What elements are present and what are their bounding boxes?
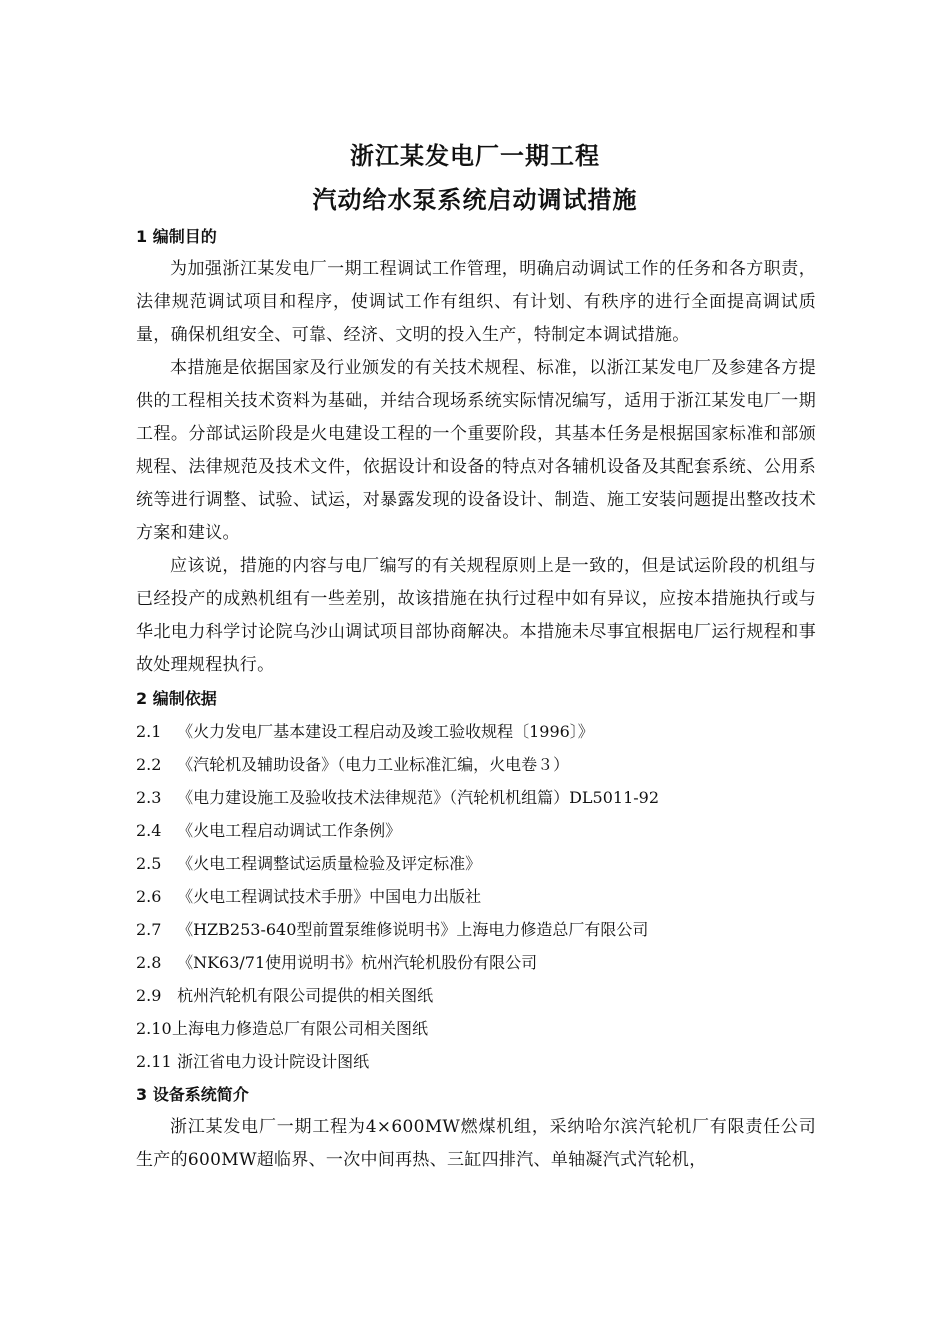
section-heading-2: 2 编制依据 [136, 689, 217, 708]
item-number: 2.6 [136, 887, 162, 906]
item-number: 2.9 [136, 986, 162, 1005]
list-item [136, 946, 816, 979]
item-text: 上海电力修造总厂有限公司相关图纸 [172, 1019, 429, 1038]
item-number: 2.4 [136, 821, 162, 840]
item-text: 《火电工程调整试运质量检验及评定标准》 [172, 854, 482, 873]
paragraph: 浙江某发电厂一期工程为4×600MW燃煤机组，采纳哈尔滨汽轮机厂有限责任公司生产的600MW超临界、一次中间再热、三缸四排汽、单轴凝汽式汽轮机， [136, 1117, 816, 1170]
item-number: 2.2 [136, 755, 162, 774]
item-text: 《火电工程调试技术手册》中国电力出版社 [172, 887, 482, 906]
list-item [136, 979, 816, 1012]
list-item [136, 781, 816, 814]
document-body [136, 220, 816, 1177]
item-text: 《HZB253-640型前置泵维修说明书》上海电力修造总厂有限公司 [172, 920, 649, 939]
list-item [136, 880, 816, 913]
item-number: 2.5 [136, 854, 162, 873]
section-heading-3: 3 设备系统简介 [136, 1085, 249, 1104]
item-number: 2.7 [136, 920, 162, 939]
list-item [136, 715, 816, 748]
item-text: 《NK63/71使用说明书》杭州汽轮机股份有限公司 [172, 953, 538, 972]
item-text: 浙江省电力设计院设计图纸 [172, 1052, 370, 1071]
item-text: 杭州汽轮机有限公司提供的相关图纸 [172, 986, 434, 1005]
paragraph: 本措施是依据国家及行业颁发的有关技术规程、标准，以浙江某发电厂及参建各方提供的工程相关技术资料为基础，并结合现场系统实际情况编写，适用于浙江某发电厂一期工程。分部试运阶段是火电建设工程的一个重要阶段，其基本任务是根据国家标准和部颁规程、法律规范及技术文件，依据设计和设备的特点对各辅机设备及其配套系统、公用系统等进行调整、试验、试运，对暴露发现的设备设计、制造、施工安装问题提出整改技术方案和建议。 [136, 358, 816, 543]
section-heading-1: 1 编制目的 [136, 227, 217, 246]
list-item [136, 814, 816, 847]
list-item [136, 1045, 816, 1078]
item-text: 《电力建设施工及验收技术法律规范》（汽轮机机组篇）DL5011-92 [172, 788, 660, 807]
list-item [136, 748, 816, 781]
item-number: 2.10 [136, 1019, 172, 1038]
item-number: 2.3 [136, 788, 162, 807]
list-item [136, 913, 816, 946]
paragraph: 应该说，措施的内容与电厂编写的有关规程原则上是一致的，但是试运阶段的机组与已经投产的成熟机组有一些差别，故该措施在执行过程中如有异议，应按本措施执行或与华北电力科学讨论院乌沙山调试项目部协商解决。本措施未尽事宜根据电厂运行规程和事故处理规程执行。 [136, 556, 816, 675]
item-number: 2.1 [136, 722, 162, 741]
item-text: 《火电工程启动调试工作条例》 [172, 821, 402, 840]
item-text: 《汽轮机及辅助设备》（电力工业标准汇编，火电卷３） [172, 755, 570, 774]
paragraph: 为加强浙江某发电厂一期工程调试工作管理，明确启动调试工作的任务和各方职责，法律规范调试项目和程序，使调试工作有组织、有计划、有秩序的进行全面提高调试质量，确保机组安全、可靠、经济、文明的投入生产，特制定本调试措施。 [136, 259, 816, 345]
list-item [136, 847, 816, 880]
item-number: 2.11 [136, 1052, 172, 1071]
list-item [136, 1012, 816, 1045]
document-title-line2: 汽动给水泵系统启动调试措施 [312, 186, 638, 214]
item-text: 《火力发电厂基本建设工程启动及竣工验收规程〔1996〕》 [172, 722, 594, 741]
document-title-line1: 浙江某发电厂一期工程 [350, 142, 600, 170]
item-number: 2.8 [136, 953, 162, 972]
